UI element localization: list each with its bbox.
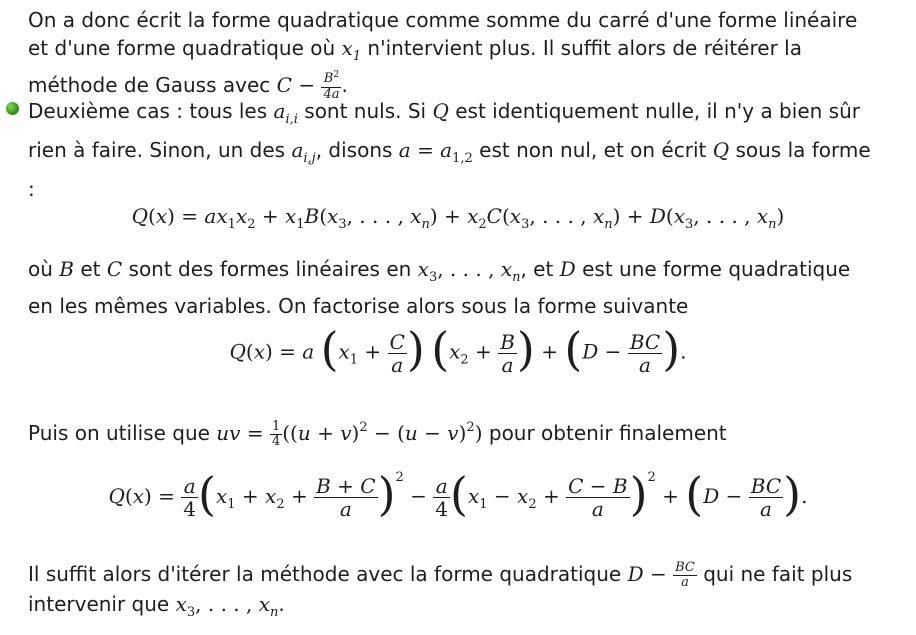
paragraph-linear-forms-text-e: est une forme quadratique en les mêmes variables. On factorise alors sous la forme suivante (28, 257, 851, 318)
math-a-ii: $a_{i,i}$ (273, 99, 298, 127)
math-b: B (59, 257, 74, 281)
equation-final: Q(x) = $\frac{a}{4}$ ($x_1 + x_2$ + $\frac{B + C}{a}$ )$^2$ − $\frac{a}{4}$ ($x_1 - x_2$ + $\frac{C - B}{a}$ )$^2$ + (D − $\frac{BC}{a}$ ). (108, 466, 808, 521)
paragraph-second-case (28, 96, 874, 204)
paragraph-linear-forms-text-a: où (28, 257, 60, 281)
math-uv-identity: uv (216, 421, 241, 445)
paragraph-iterate-text-a: Il suffit alors d'itérer la méthode avec la forme quadratique (28, 562, 628, 586)
fraction-b2-4a: $\frac{B^2}{4a}$ (323, 70, 340, 102)
paragraph-intro-text-a: On a donc écrit la forme quadratique comme somme du carré d'une forme linéaire et d'une forme quadratique où (28, 8, 858, 60)
math-x1: $x_1$ (341, 36, 362, 64)
math-a-eq-a12: $a = a_{1,2}$ (398, 138, 473, 166)
paragraph-second-case-text-a: Deuxième cas : tous les (28, 99, 274, 123)
paragraph-intro-text-b: n'intervient plus. Il suffit alors de réitérer la méthode de Gauss avec (28, 36, 802, 97)
paragraph-identity: Puis on utilise que uv = $\frac{1}{4}$ $((u + v)^2 - (u - v)^2)$ pour obtenir finalement (28, 418, 727, 449)
fraction-bc-a: $\frac{BC}{a}$ (675, 559, 695, 590)
paragraph-second-case-text-b: sont nuls. Si (297, 99, 433, 123)
math-d-minus-bc-over-a: D (627, 562, 644, 586)
paragraph-intro: On a donc écrit la forme quadratique comme somme du carré d'une forme linéaire et d'une forme quadratique où $x_1$ n'intervient plus. Il suffit alors de réitérer la méthode de Gauss avec C − $\frac{B^2}{4a}$ . (28, 8, 858, 102)
paragraph-second-case-text-f: sous la forme : (28, 138, 871, 201)
bullet-icon (6, 102, 19, 115)
paragraph-linear-forms-text-c: sont des formes linéaires en (122, 257, 418, 281)
fraction-one-quarter: $\frac{1}{4}$ (271, 418, 281, 449)
math-q: Q (432, 99, 449, 123)
paragraph-identity-text-a: Puis on utilise que (28, 421, 217, 445)
paragraph-second-case-text-e: est non nul, et on écrit (472, 138, 713, 162)
paragraph-second-case-text-c: est identiquement nulle, il n'y a bien sûr rien à faire. Sinon, un des (28, 99, 860, 162)
paragraph-linear-forms (28, 255, 874, 320)
paragraph-iterate: Il suffit alors d'itérer la méthode avec la forme quadratique D − $\frac{BC}{a}$ qui ne fait plus intervenir que $x_3$, . . . , $x_n$. (28, 559, 853, 621)
math-d: D (559, 257, 576, 281)
math-c: C (106, 257, 123, 281)
paragraph-iterate-text-b: qui ne fait plus intervenir que (28, 562, 853, 617)
equation-factorised: Q(x) = a ($x_1$ + $\frac{C}{a}$ ) ($x_2$ + $\frac{B}{a}$ ) + (D − $\frac{BC}{a}$ ). (229, 322, 687, 377)
paragraph-linear-forms-text-b: et (73, 257, 107, 281)
math-q-2: Q (712, 138, 730, 162)
math-c-minus-b2-over-4a: C (276, 73, 292, 97)
math-a-ij: $a_{i,j}$ (291, 138, 316, 166)
paragraph-second-case-text-d: , disons (315, 138, 399, 162)
math-x3-xn: $x_3$, . . . , $x_n$ (417, 257, 521, 285)
paragraph-identity-text-b: pour obtenir finalement (482, 421, 727, 445)
equation-q-expanded: $Q(x) = ax_1x_2 + x_1B(x_3$, . . . , $x_n) + x_2C(x_3$, . . . , $x_n) + D(x_3$, . . . , $x_n$) (131, 204, 785, 232)
math-x3-xn-final: $x_3$, . . . , $x_n$ (175, 592, 279, 621)
paragraph-linear-forms-text-d: , et (520, 257, 560, 281)
